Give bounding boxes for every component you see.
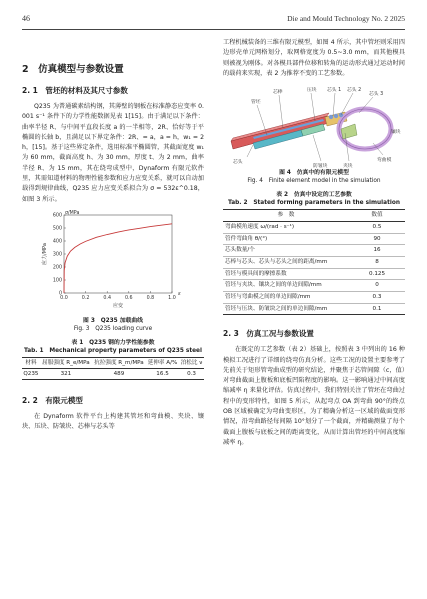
section-heading: 2 仿真模型与参数设置 xyxy=(22,64,124,75)
fig4-label-insert1: 芯头 1 xyxy=(327,88,342,94)
y-tick-label: 500 xyxy=(52,226,62,232)
finite-element-model-figure xyxy=(223,83,405,169)
table-1 xyxy=(22,357,204,380)
table-row xyxy=(223,256,405,268)
fig4-label-head: 芯头 xyxy=(233,160,243,166)
table-cell: 弯曲模角速度 ω/(rad · s⁻¹) xyxy=(225,224,294,231)
table-cell: 321 xyxy=(60,370,72,377)
figure-4-caption-en: Fig. 4 Finite element model in the simulation xyxy=(247,178,381,185)
table-2-caption-en: Tab. 2 Stated forming parameters in the simulation xyxy=(228,200,400,207)
fig4-label-die: 弯曲模 xyxy=(377,158,392,164)
y-tick-label: 400 xyxy=(52,239,62,245)
table-1-caption: 表 1 Q235 钢的力学性能参数 xyxy=(71,339,155,346)
table-row xyxy=(223,245,405,257)
table-1-caption-en: Tab. 1 Mechanical property parameters of Q235 steel xyxy=(24,347,202,354)
table-cell: 管件弯曲角 θ/(°) xyxy=(225,235,268,242)
table-row xyxy=(223,303,405,315)
table-header-cell: 材料 xyxy=(25,359,37,366)
table-header-cell: 数值 xyxy=(371,212,383,219)
table-cell: 0.5 xyxy=(372,224,382,231)
left-column xyxy=(22,38,204,433)
running-header xyxy=(22,14,405,26)
x-axis-title: 应变 xyxy=(112,302,124,309)
paragraph-2-2-cont: 工程机械装备的三维有限元模型，如图 4 所示，其中管坯则采用四边形壳单元网格划分，取网格宽度为 0.5~3.0 mm，而其他模具则被视为刚体。对各模具部件位移和转角的运动形式通过运动时间的载荷来实现，表 2 为推荐不变的工艺参数。 xyxy=(223,39,405,77)
x-tick-label: 0.8 xyxy=(146,295,155,301)
table-cell: 489 xyxy=(113,370,125,377)
table-cell: 管坯与压块、防皱块之间的单边间隙/mm xyxy=(225,305,328,312)
table-cell: 0.125 xyxy=(368,270,385,277)
table-header-cell: 参 数 xyxy=(277,212,295,219)
table-cell: 管坯与弯曲模之间的单边间隙/mm xyxy=(225,294,311,301)
subsection-heading-2-1: 2. 1 管坯的材料及其尺寸参数 xyxy=(22,86,128,95)
table-row xyxy=(223,233,405,245)
table-cell: 0 xyxy=(375,282,379,289)
figure-3-caption: 图 3 Q235 加载曲线 xyxy=(83,317,143,324)
table-cell: 管坯与模具间的摩擦系数 xyxy=(225,270,287,277)
table-cell: 芯头数量/个 xyxy=(225,247,255,254)
fig4-label-pressure: 压块 xyxy=(307,88,317,94)
fig4-label-tube: 管坯 xyxy=(251,100,261,106)
fig4-label-wiper: 防皱块 xyxy=(313,164,328,170)
x-tick-label: 0.4 xyxy=(103,295,112,301)
x-tick-label: 1.0 xyxy=(168,295,176,301)
fig4-label-mandrel: 芯棒 xyxy=(273,90,283,96)
table-2-caption: 表 2 仿真中设定的工艺参数 xyxy=(276,192,352,199)
plot-frame xyxy=(64,215,172,293)
table-cell: 芯棒与芯头、芯头与芯头之间的距离/mm xyxy=(225,259,328,266)
stress-strain-curve xyxy=(64,224,172,293)
table-header-cell: 延伸率 A/% xyxy=(147,359,178,366)
table-cell: Q235 xyxy=(23,370,39,377)
y-tick-label: 300 xyxy=(52,252,62,258)
insert-block-shape xyxy=(341,124,357,139)
mandrel-ball-icon xyxy=(329,115,333,119)
paragraph-2-3: 在既定的工艺参数（表 2）基础上，按照表 3 中列出的 16 种模拟工况进行了详细的绕弯仿真分析。这些工况的设置主要参考了先前关于矩形管弯曲成型的研究结论，并聚焦于芯管间隙（c，值）对弯曲截面上腹板和底板凹陷程度的影响。这一影响通过中间高度缩减率 η 来量化评估。仿真过程中，我们特别关注了管坯在弯曲过程中的变形特性，如图 5 所示，从起弯点 OA 到弯曲 90°的终点 OB 区域被确定为弯曲变形区，为了精确分析这一区域的截面变形情况，沿弯曲路径每间隔 10°划分了一个截面，并精确测量了每个截面上腹板与底板之间的距离变化，从而计算出管坯的中间高度缩减率 η。 xyxy=(223,346,405,446)
mandrel-ball-icon xyxy=(339,113,343,117)
y-tick-label: 600 xyxy=(52,213,62,219)
subsection-heading-2-3: 2. 3 仿真工况与参数设置 xyxy=(223,329,314,339)
subsection-heading-2-2: 2. 2 有限元模型 xyxy=(22,395,83,405)
table-2 xyxy=(223,209,405,315)
paragraph-2-1: Q235 为普通碳素结构钢，其薄壁的钢板在标准静态应变率 0.001 s⁻¹ 条件下的力学性能数据见表 1[15]。由于满足以下条件：曲率半径 R、与中间平直段长度 a 的一半相等，2R、恰好等于平椭圆的长轴 b，且满足以下界定条件：2R、= a，a = h，w₁ = 2h，[15]。基于这些界定条件，选用标准平椭圆管，其截面宽度 w₁ 为 60 mm，截面高度 h、为 30 mm，厚度 t、为 2 mm，曲率半径 R、为 15 mm，其在绕弯成型中，Dynaform 有限元软件里，其需知道材料的物理性能参数和应力应变关系，就可以自动加载得到规律曲线，Q235 应力应变关系拟合为 σ = 532ε^0.18，如图 3 所示。 xyxy=(22,103,204,203)
table-cell: 管坯与夹块、镶块之间的单边间隙/mm xyxy=(225,282,322,289)
table-row xyxy=(223,280,405,292)
paragraph-2-2: 在 Dynaform 软件平台上构建其管坯和弯曲模、夹块、镶块、压块、防皱块、芯棒与芯头等 xyxy=(22,412,204,431)
x-tick-label: 0.6 xyxy=(124,295,133,301)
figure-4-caption: 图 4 仿真中的有限元模型 xyxy=(279,170,349,177)
fig4-label-insert2: 芯头 2 xyxy=(347,88,362,94)
table-row xyxy=(22,368,204,379)
table-cell: 90 xyxy=(373,235,381,242)
y-unit-label: σ/MPa xyxy=(65,210,80,216)
fig4-label-block: 镶块 xyxy=(391,130,401,136)
y-tick-label: 100 xyxy=(52,278,62,284)
page-number: 46 xyxy=(22,14,30,23)
table-row xyxy=(223,291,405,303)
x-tick-label: 0.2 xyxy=(81,295,90,301)
table-header-cell: 抗拉强度 R_m/MPa xyxy=(94,359,144,366)
y-tick-label: 0 xyxy=(58,291,62,297)
table-header-cell: 屈服强度 R_e/MPa xyxy=(42,359,90,366)
fig4-label-insert3: 芯头 3 xyxy=(369,92,384,98)
figure-3-caption-en: Fig. 3 Q235 loading curve xyxy=(73,325,153,332)
x-tick-label: 0.0 xyxy=(60,295,68,301)
table-cell: 0.1 xyxy=(372,305,382,312)
table-cell: 8 xyxy=(375,259,379,266)
y-tick-label: 200 xyxy=(52,265,62,271)
table-header-cell: 泊松比 ν xyxy=(180,359,203,366)
table-cell: 16.5 xyxy=(156,370,169,377)
header-rule xyxy=(22,29,405,30)
right-column xyxy=(223,38,405,448)
table-row xyxy=(223,268,405,280)
table-cell: 0.3 xyxy=(372,294,382,301)
y-axis-title: 应力/MPa xyxy=(42,243,48,265)
x-unit-label: ε xyxy=(178,290,181,297)
mandrel-ball-icon xyxy=(334,114,338,118)
stress-strain-chart xyxy=(22,207,204,317)
table-row xyxy=(223,221,405,233)
journal-name: Die and Mould Technology No. 2 2025 xyxy=(287,14,405,23)
table-cell: 16 xyxy=(373,247,381,254)
fig4-label-clamp: 夹块 xyxy=(343,164,353,170)
table-cell: 0.3 xyxy=(187,370,196,377)
